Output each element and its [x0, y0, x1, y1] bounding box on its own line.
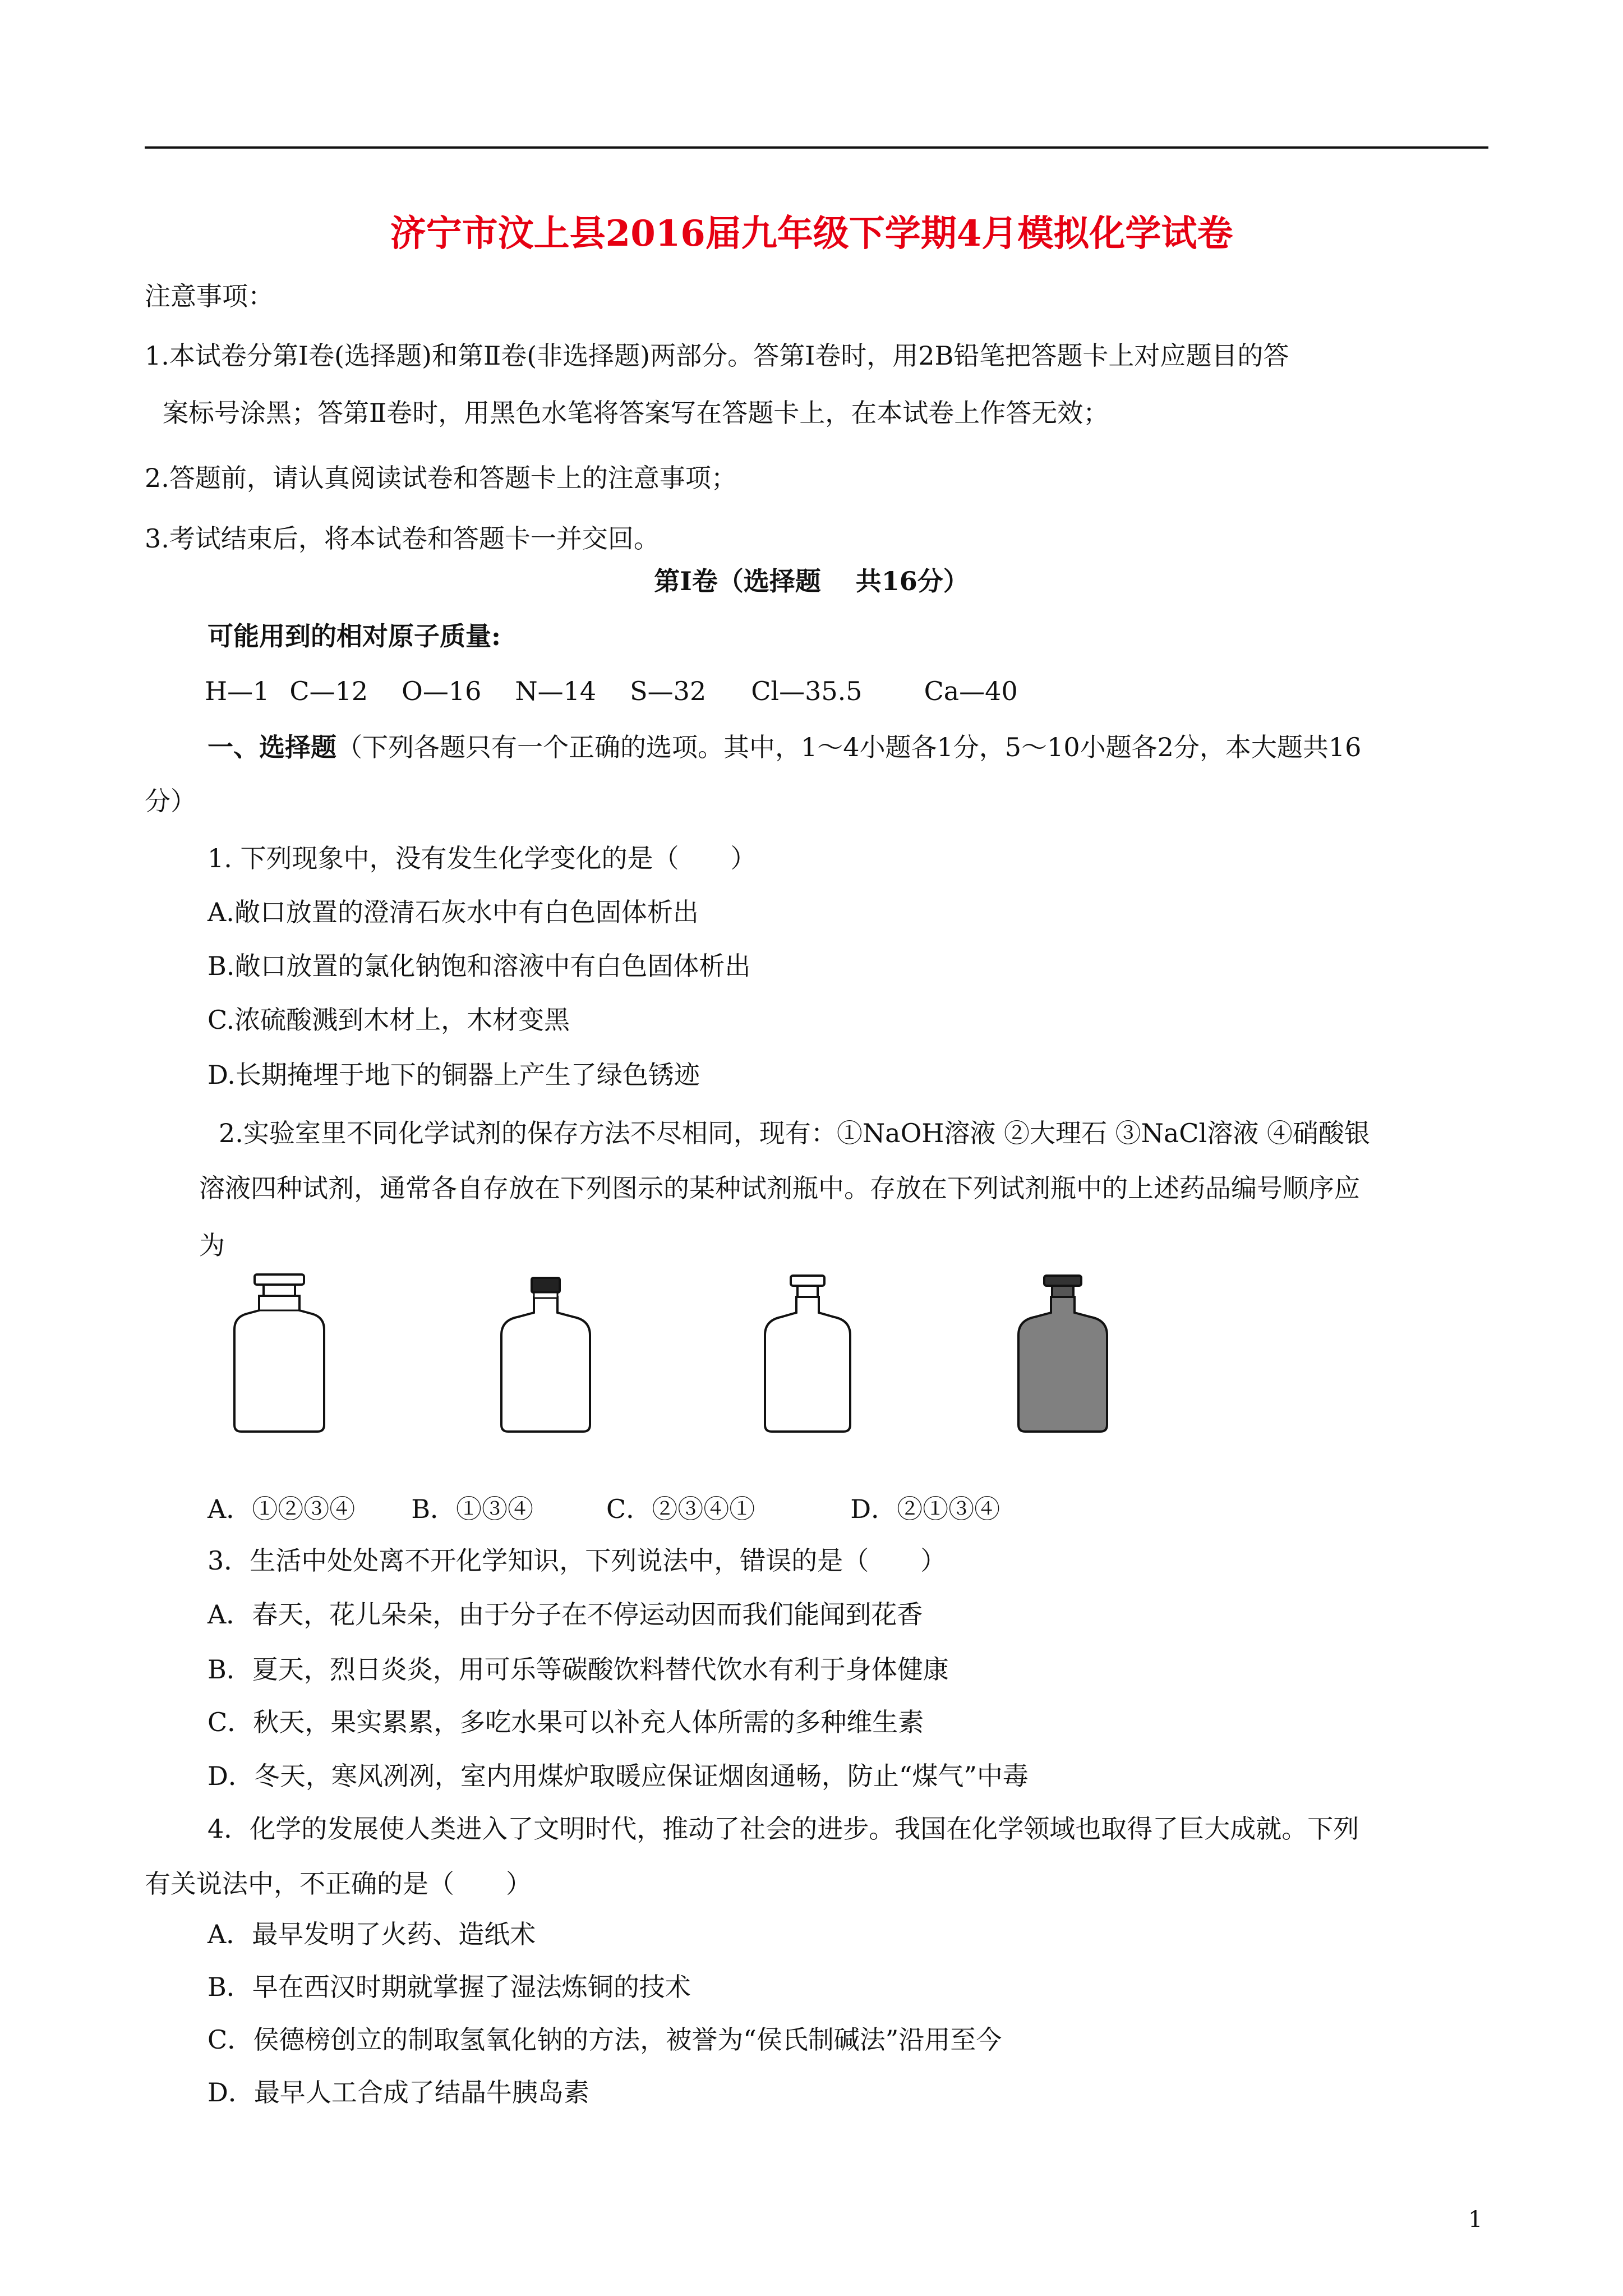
atomic-mass-list: [205, 674, 1018, 708]
question-3-option: B．夏天，烈日炎炎，用可乐等碳酸饮料替代饮水有利于身体健康: [208, 1654, 949, 1685]
question-2-option: C．②③④①: [606, 1494, 755, 1524]
part-heading-line: [208, 730, 1361, 764]
atomic-mass: N—14: [515, 676, 597, 706]
notice-item: 2.答题前，请认真阅读试卷和答题卡上的注意事项；: [145, 463, 737, 493]
question-4-option: A．最早发明了火药、造纸术: [208, 1919, 536, 1949]
reagent-bottles-figure: [0, 1262, 1623, 1447]
brown-narrow-mouth-bottle-icon: [1009, 1262, 1116, 1436]
question-1-option: A.敞口放置的澄清石灰水中有白色固体析出: [208, 897, 699, 927]
question-1-stem: 1. 下列现象中，没有发生化学变化的是（ ）: [208, 843, 757, 873]
question-3-option: C．秋天，果实累累，多吃水果可以补充人体所需的多种维生素: [208, 1707, 924, 1737]
question-2-option: B．①③④: [411, 1494, 534, 1524]
question-2-option: D．②①③④: [850, 1494, 1000, 1524]
question-2-options: [208, 1492, 1000, 1526]
question-4-option: B．早在西汉时期就掌握了湿法炼铜的技术: [208, 1972, 691, 2002]
page-number: 1: [1468, 2207, 1483, 2233]
question-3-stem: 3．生活中处处离不开化学知识，下列说法中，错误的是（ ）: [208, 1545, 947, 1576]
atomic-mass: S—32: [630, 676, 707, 706]
notice-item: 案标号涂黑；答第Ⅱ卷时，用黑色水笔将答案写在答题卡上，在本试卷上作答无效；: [163, 398, 1109, 428]
notice-heading: 注意事项：: [145, 281, 274, 311]
notice-item: 3.考试结束后，将本试卷和答题卡一并交回。: [145, 523, 660, 554]
question-3-option: D．冬天，寒风冽冽，室内用煤炉取暖应保证烟囱通畅，防止“煤气”中毒: [208, 1761, 1029, 1791]
part-description-cont: 分）: [145, 786, 196, 816]
part-description: （下列各题只有一个正确的选项。其中，1～4小题各1分，5～10小题各2分，本大题共16: [336, 732, 1362, 762]
question-4-option: D．最早人工合成了结晶牛胰岛素: [208, 2077, 589, 2108]
part-heading: 一、选择题: [208, 732, 336, 762]
question-1-option: B.敞口放置的氯化钠饱和溶液中有白色固体析出: [208, 951, 751, 981]
question-2-stem-cont: 为: [199, 1230, 225, 1260]
atomic-mass: H—1: [205, 676, 270, 706]
atomic-mass: O—16: [402, 676, 482, 706]
narrow-mouth-glass-stopper-bottle-icon: [757, 1262, 858, 1436]
question-2-option: A．①②③④: [208, 1494, 356, 1524]
wide-mouth-clear-bottle-icon: [223, 1262, 335, 1436]
question-1-option: D.长期掩埋于地下的铜器上产生了绿色锈迹: [208, 1060, 700, 1090]
question-4-option: C．侯德榜创立的制取氢氧化钠的方法，被誉为“侯氏制碱法”沿用至今: [208, 2024, 1002, 2055]
question-4-stem-cont: 有关说法中，不正确的是（ ）: [145, 1869, 532, 1899]
narrow-mouth-rubber-stopper-bottle-icon: [492, 1262, 599, 1436]
header-rule: [145, 146, 1488, 149]
question-2-stem: 2.实验室里不同化学试剂的保存方法不尽相同，现有：①NaOH溶液 ②大理石 ③NaCl溶液 ④硝酸银: [219, 1118, 1370, 1148]
atomic-mass: Ca—40: [924, 676, 1018, 706]
question-3-option: A．春天，花儿朵朵，由于分子在不停运动因而我们能闻到花香: [208, 1599, 923, 1630]
page-title: 济宁市汶上县2016届九年级下学期4月模拟化学试卷: [390, 213, 1233, 255]
question-4-stem: 4．化学的发展使人类进入了文明时代，推动了社会的进步。我国在化学领域也取得了巨大成就。下列: [208, 1814, 1359, 1844]
atomic-mass: C—12: [289, 676, 368, 706]
section-title: 第Ⅰ卷（选择题 共16分）: [654, 566, 969, 596]
notice-item: 1.本试卷分第Ⅰ卷(选择题)和第Ⅱ卷(非选择题)两部分。答第Ⅰ卷时，用2B铅笔把答题卡上对应题目的答: [145, 341, 1289, 371]
atomic-mass: Cl—35.5: [751, 676, 863, 706]
question-1-option: C.浓硫酸溅到木材上，木材变黑: [208, 1005, 570, 1035]
question-2-stem-cont: 溶液四种试剂，通常各自存放在下列图示的某种试剂瓶中。存放在下列试剂瓶中的上述药品编号顺序应: [199, 1173, 1360, 1203]
atomic-mass-label: 可能用到的相对原子质量:: [208, 621, 501, 651]
